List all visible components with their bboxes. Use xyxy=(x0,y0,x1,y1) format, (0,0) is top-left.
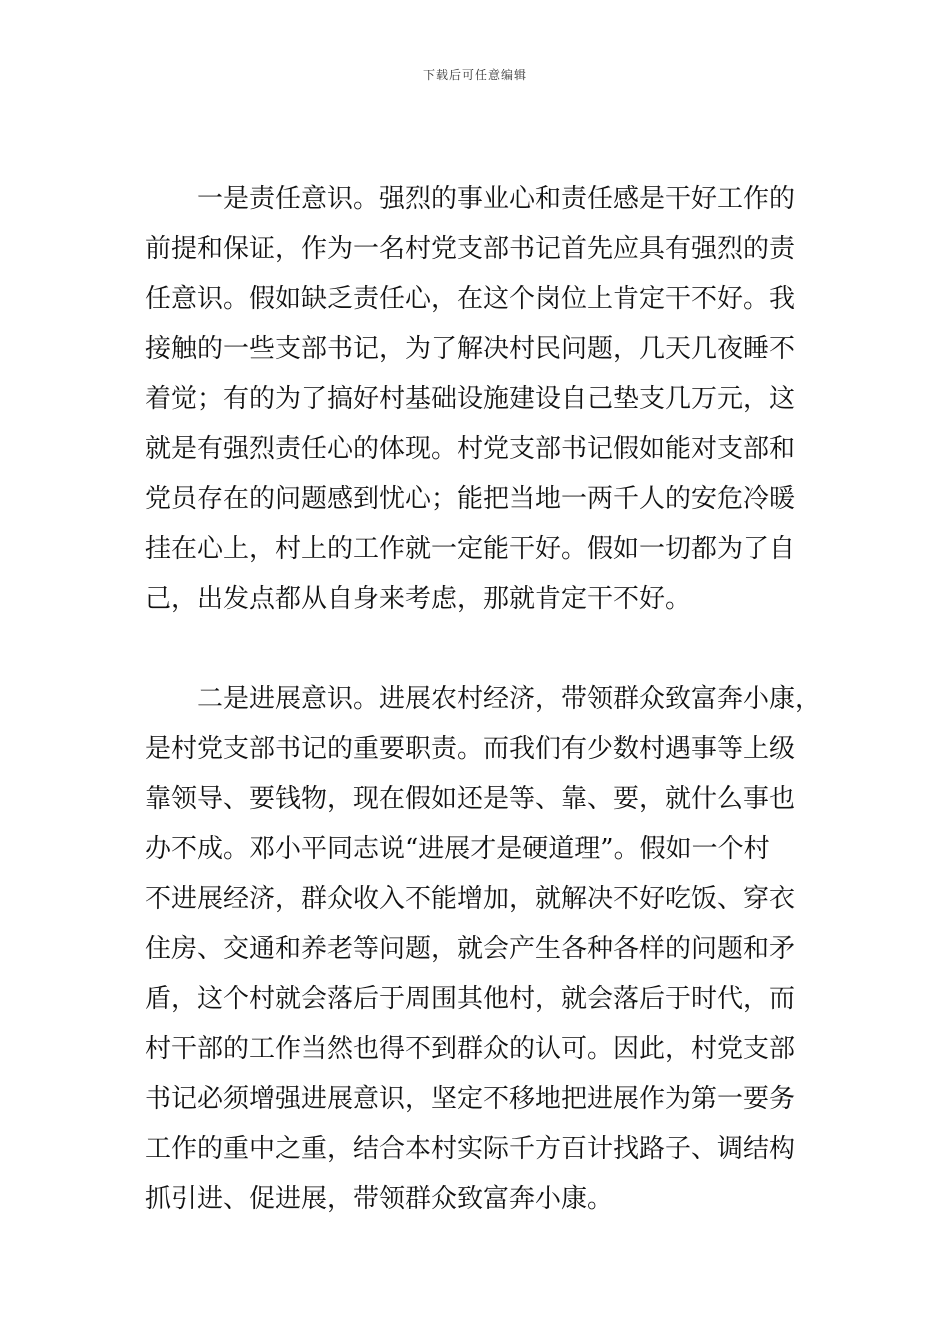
paragraph-line: 书记必须增强进展意识，坚定不移地把进展作为第一要务 xyxy=(145,1084,796,1114)
paragraph-line: 接触的一些支部书记，为了解决村民问题，几天几夜睡不 xyxy=(145,334,796,364)
paragraph-line: 盾，这个村就会落后于周围其他村，就会落后于时代，而 xyxy=(145,984,796,1014)
paragraph-line: 是村党支部书记的重要职责。而我们有少数村遇事等上级 xyxy=(145,734,796,764)
paragraph-line: 二是进展意识。进展农村经济，带领群众致富奔小康， xyxy=(197,684,822,714)
paragraph-line: 住房、交通和养老等问题，就会产生各种各样的问题和矛 xyxy=(145,934,796,964)
paragraph-line: 前提和保证，作为一名村党支部书记首先应具有强烈的责 xyxy=(145,234,796,264)
paragraph-line: 一是责任意识。强烈的事业心和责任感是干好工作的 xyxy=(197,184,796,214)
paragraph-line: 工作的重中之重，结合本村实际千方百计找路子、调结构 xyxy=(145,1134,796,1164)
paragraph-line: 着觉；有的为了搞好村基础设施建设自己垫支几万元，这 xyxy=(145,384,796,414)
paragraph-line: 就是有强烈责任心的体现。村党支部书记假如能对支部和 xyxy=(145,434,796,464)
paragraph-line: 靠领导、要钱物，现在假如还是等、靠、要，就什么事也 xyxy=(145,784,796,814)
paragraph-line: 党员存在的问题感到忧心；能把当地一两千人的安危冷暖 xyxy=(145,484,796,514)
paragraph-line: 己，出发点都从自身来考虑，那就肯定干不好。 xyxy=(145,584,692,614)
paragraph-responsibility xyxy=(145,174,810,624)
paragraph-line: 不进展经济，群众收入不能增加，就解决不好吃饭、穿衣 xyxy=(145,884,796,914)
paragraph-line: 抓引进、促进展，带领群众致富奔小康。 xyxy=(145,1184,614,1214)
paragraph-line: 村干部的工作当然也得不到群众的认可。因此，村党支部 xyxy=(145,1034,796,1064)
paragraph-line: 挂在心上，村上的工作就一定能干好。假如一切都为了自 xyxy=(145,534,796,564)
paragraph-line: 办不成。邓小平同志说“进展才是硬道理”。假如一个村 xyxy=(145,834,770,864)
paragraph-line: 任意识。假如缺乏责任心，在这个岗位上肯定干不好。我 xyxy=(145,284,796,314)
paragraph-development xyxy=(145,674,822,1224)
header-note: 下载后可任意编辑 xyxy=(422,68,527,82)
